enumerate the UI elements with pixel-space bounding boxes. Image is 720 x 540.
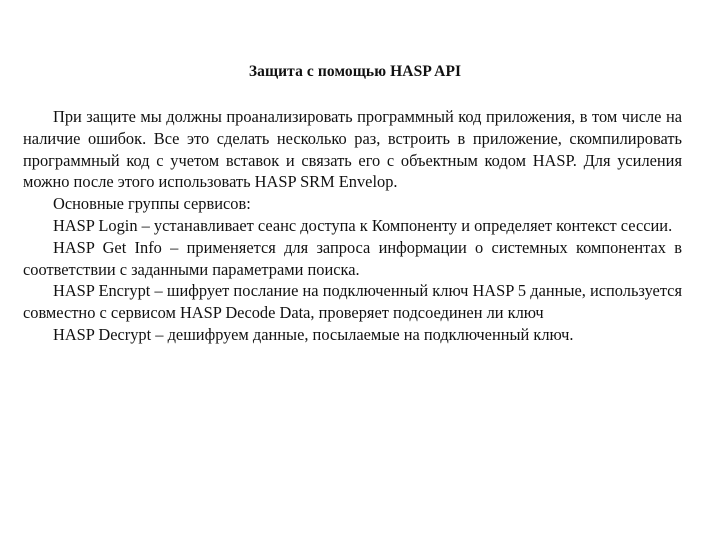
paragraph-intro: При защите мы должны проанализировать программный код приложения, в том числе на наличие ошибок. Все это сделать несколько раз, встроить в приложение, скомпилировать программный код с учетом вставок и связать его с объектным кодом HASP. Для усиления можно после этого использовать HASP SRM Envelop. — [23, 107, 682, 192]
document-body — [23, 106, 682, 346]
page-title: Защита с помощью HASP API — [248, 63, 462, 80]
paragraph-hasp-encrypt: HASP Encrypt – шифрует послание на подключенный ключ HASP 5 данные, используется совместно с сервисом HASP Decode Data, проверяет подсоединен ли ключ — [23, 281, 682, 323]
paragraph-hasp-login: HASP Login – устанавливает сеанс доступа к Компоненту и определяет контекст сессии. — [53, 215, 673, 235]
paragraph-hasp-decrypt: HASP Decrypt – дешифруем данные, посылаемые на подключенный ключ. — [53, 324, 574, 344]
paragraph-hasp-get-info: HASP Get Info – применяется для запроса информации о системных компонентах в соответствии с заданными параметрами поиска. — [23, 237, 682, 279]
paragraph-service-groups-heading: Основные группы сервисов: — [53, 194, 251, 214]
